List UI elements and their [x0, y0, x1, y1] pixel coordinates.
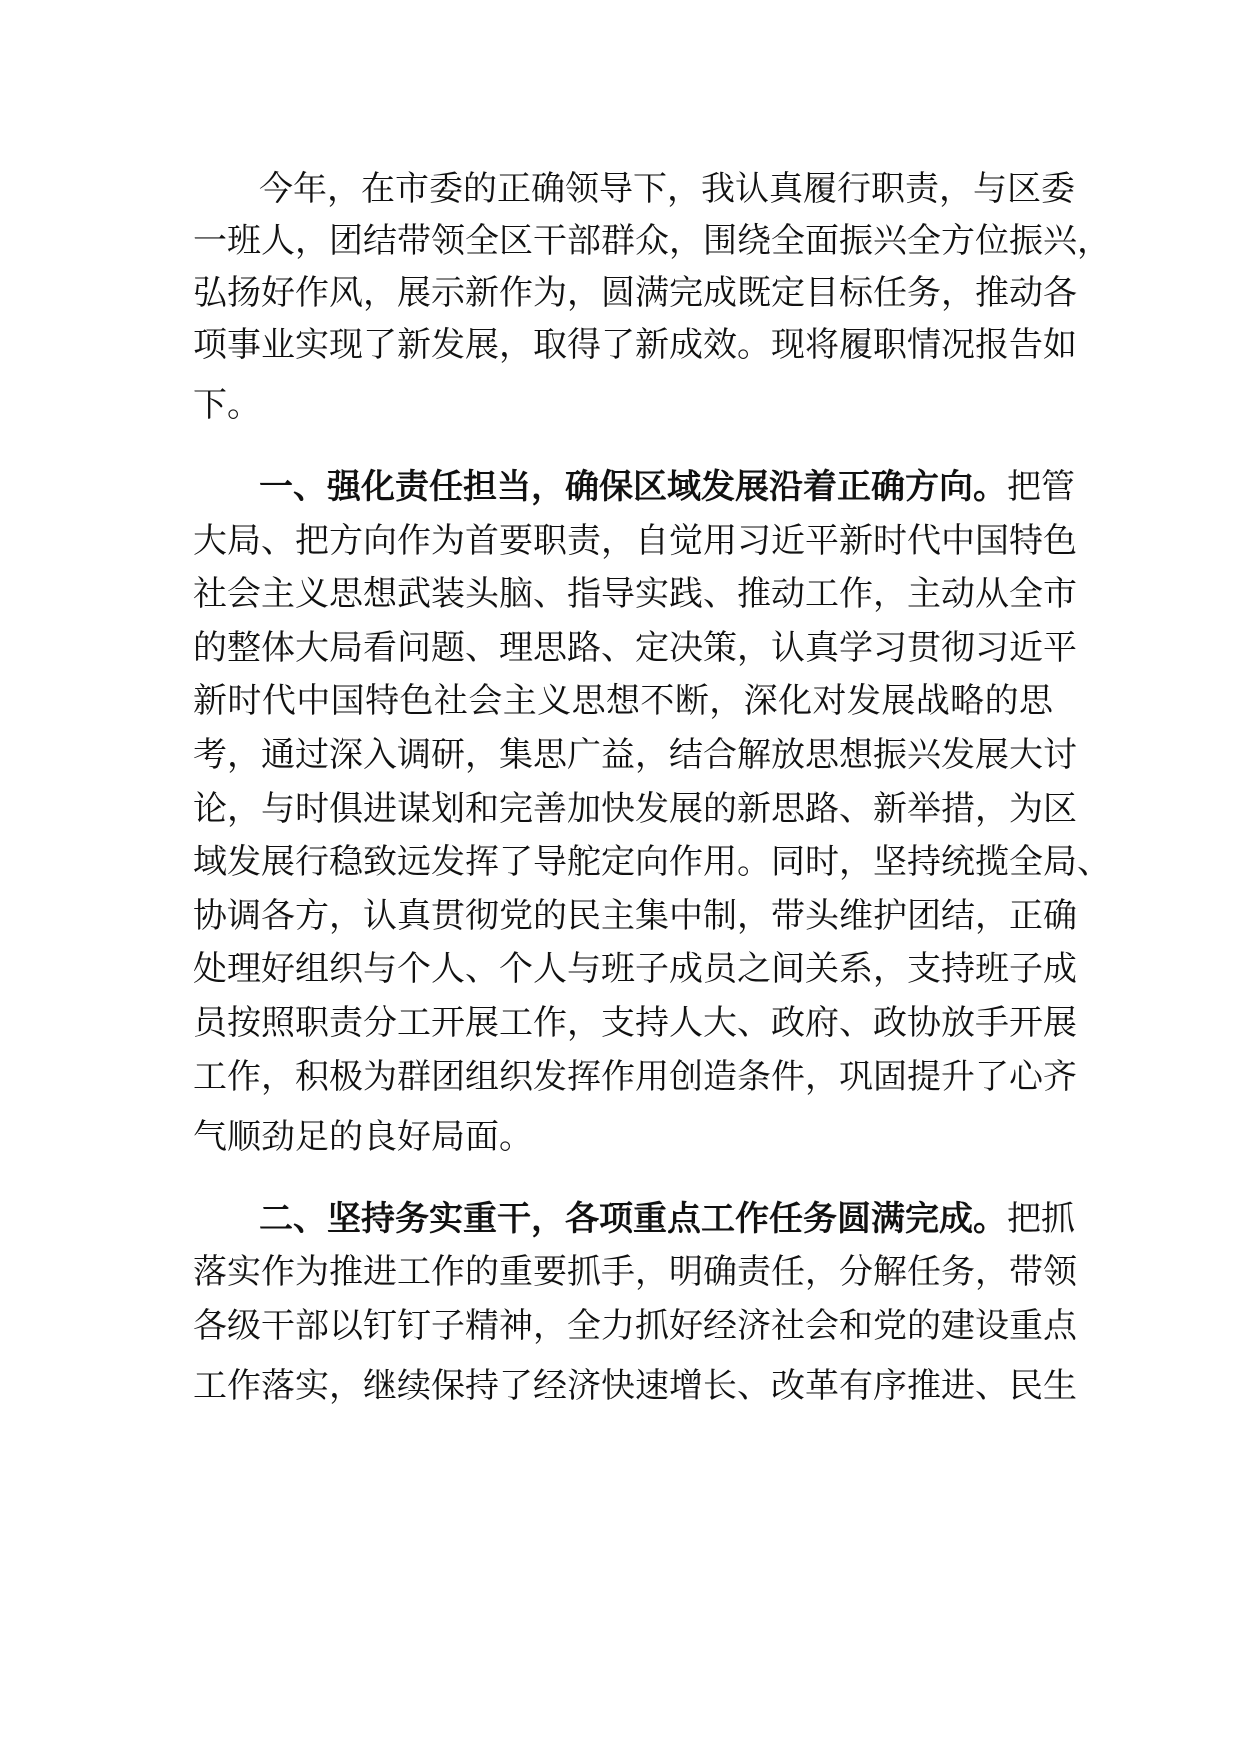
section2-line-2: 各级干部以钉钉子精神，全力抓好经济社会和党的建设重点 [193, 1306, 1077, 1346]
intro-line-1: 今年，在市委的正确领导下，我认真履行职责，与区委 [259, 169, 1075, 209]
section2-heading: 二、坚持务实重干，各项重点工作任务圆满完成。 [259, 1199, 1007, 1239]
section1-line-5: 考，通过深入调研，集思广益，结合解放思想振兴发展大讨 [193, 735, 1077, 775]
section1-line-11: 工作，积极为群团组织发挥作用创造条件，巩固提升了心齐 [193, 1057, 1077, 1097]
section1-line-8: 协调各方，认真贯彻党的民主集中制，带头维护团结，正确 [193, 896, 1077, 936]
section1-line-4: 新时代中国特色社会主义思想不断，深化对发展战略的思 [193, 681, 1053, 721]
section2-line-1: 落实作为推进工作的重要抓手，明确责任，分解任务，带领 [193, 1252, 1077, 1292]
intro-line-3: 弘扬好作风，展示新作为，圆满完成既定目标任务，推动各 [193, 273, 1077, 313]
section2-first-line [259, 1196, 1075, 1242]
section1-heading: 一、强化责任担当，确保区域发展沿着正确方向。 [259, 467, 1007, 507]
section1-line-1: 大局、把方向作为首要职责，自觉用习近平新时代中国特色 [193, 521, 1077, 561]
section1-line-2: 社会主义思想武装头脑、指导实践、推动工作，主动从全市 [193, 574, 1077, 614]
section1-line-9: 处理好组织与个人、个人与班子成员之间关系，支持班子成 [193, 949, 1077, 989]
section2-line-3: 工作落实，继续保持了经济快速增长、改革有序推进、民生 [193, 1366, 1077, 1406]
intro-line-2: 一班人，团结带领全区干部群众，围绕全面振兴全方位振兴， [193, 221, 1111, 261]
section1-first-line [259, 464, 1075, 510]
section1-line-12: 气顺劲足的良好局面。 [193, 1117, 533, 1157]
section1-line-3: 的整体大局看问题、理思路、定决策，认真学习贯彻习近平 [193, 628, 1077, 668]
intro-line-4: 项事业实现了新发展，取得了新成效。现将履职情况报告如 [193, 325, 1077, 365]
section2-first-tail: 把抓 [1007, 1199, 1075, 1239]
section1-first-tail: 把管 [1007, 467, 1075, 507]
section1-line-7: 域发展行稳致远发挥了导舵定向作用。同时，坚持统揽全局、 [193, 842, 1111, 882]
section1-line-10: 员按照职责分工开展工作，支持人大、政府、政协放手开展 [193, 1003, 1077, 1043]
intro-line-5: 下。 [193, 385, 261, 425]
section1-line-6: 论，与时俱进谋划和完善加快发展的新思路、新举措，为区 [193, 789, 1077, 829]
